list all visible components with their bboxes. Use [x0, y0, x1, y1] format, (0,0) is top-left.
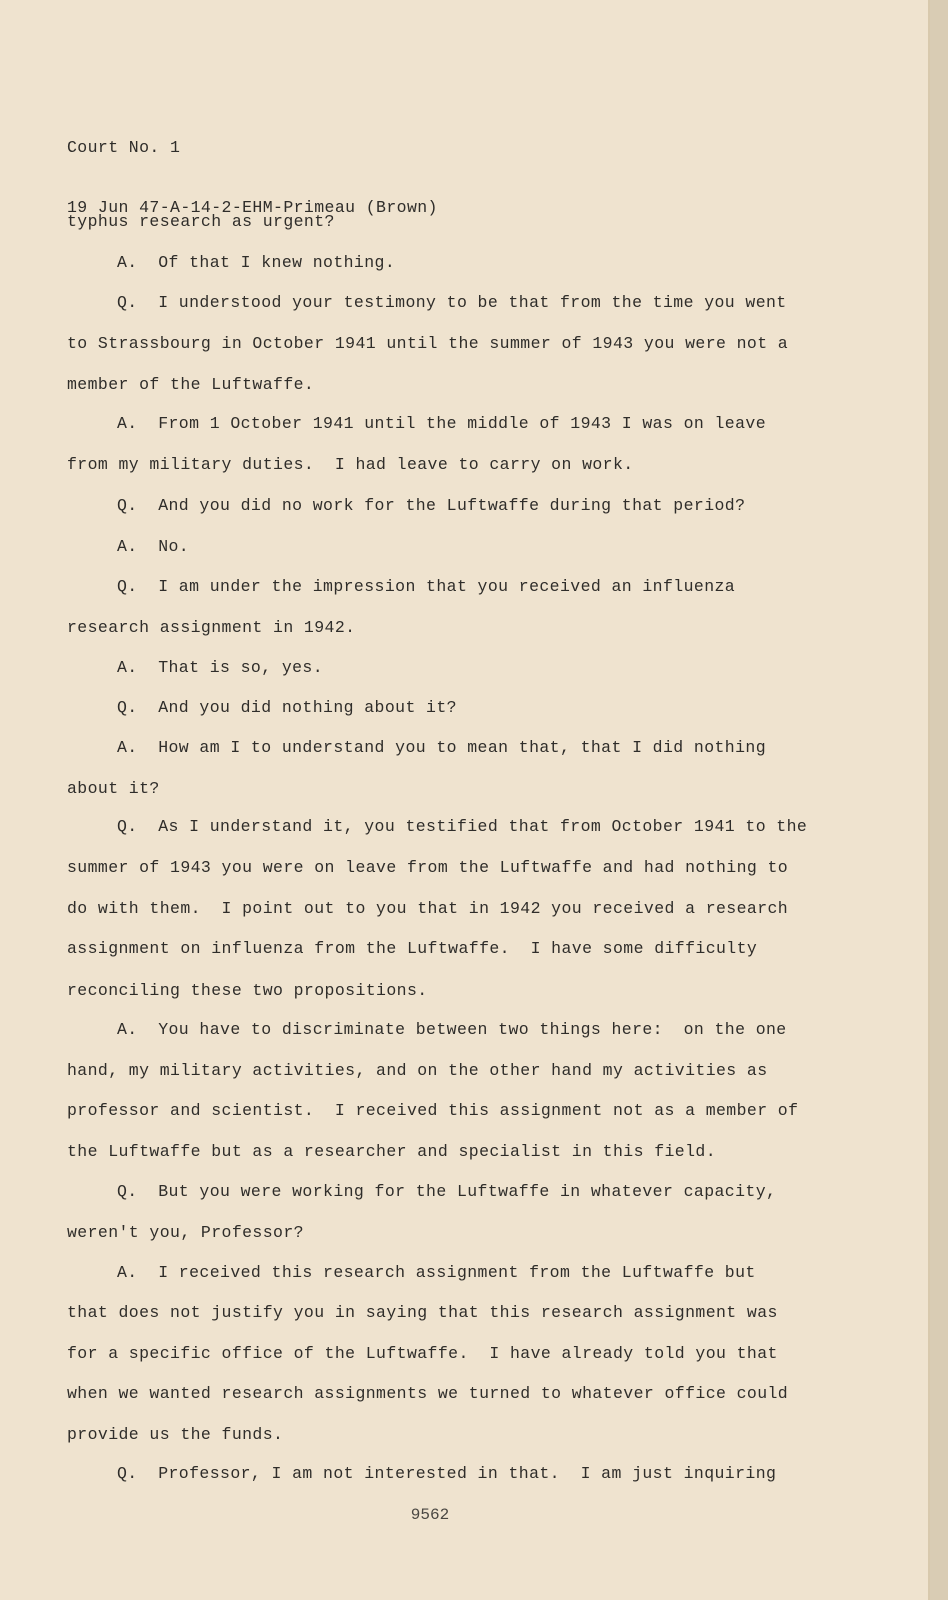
- transcript-line: research assignment in 1942.: [67, 618, 356, 637]
- transcript-line: when we wanted research assignments we turned to whatever office could: [67, 1384, 789, 1403]
- transcript-line: the Luftwaffe but as a researcher and specialist in this field.: [67, 1142, 717, 1161]
- transcript-line: provide us the funds.: [67, 1425, 284, 1444]
- transcript-line: A. No.: [117, 537, 190, 556]
- transcript-line: member of the Luftwaffe.: [67, 375, 315, 394]
- transcript-line: Q. I understood your testimony to be that from the time you went: [117, 293, 787, 312]
- transcript-line: professor and scientist. I received this assignment not as a member of: [67, 1101, 799, 1120]
- transcript-line: Q. But you were working for the Luftwaffe in whatever capacity,: [117, 1182, 777, 1201]
- transcript-line: A. I received this research assignment from the Luftwaffe but: [117, 1263, 756, 1282]
- transcript-line: Q. And you did nothing about it?: [117, 698, 457, 717]
- transcript-line: from my military duties. I had leave to carry on work.: [67, 455, 634, 474]
- transcript-line: that does not justify you in saying that this research assignment was: [67, 1303, 778, 1322]
- transcript-line: for a specific office of the Luftwaffe. I have already told you that: [67, 1344, 778, 1363]
- transcript-line: A. You have to discriminate between two things here: on the one: [117, 1020, 787, 1039]
- transcript-line: Q. I am under the impression that you received an influenza: [117, 577, 736, 596]
- page-edge: [930, 0, 948, 1600]
- header-block: [67, 98, 438, 258]
- transcript-line: Q. Professor, I am not interested in that. I am just inquiring: [117, 1464, 777, 1483]
- transcript-line: A. Of that I knew nothing.: [117, 253, 396, 272]
- transcript-line: do with them. I point out to you that in 1942 you received a research: [67, 899, 789, 918]
- transcript-line: hand, my military activities, and on the other hand my activities as: [67, 1061, 768, 1080]
- page-number: 9562: [410, 1506, 450, 1524]
- transcript-line: A. That is so, yes.: [117, 658, 324, 677]
- document-reference: 19 Jun 47-A-14-2-EHM-Primeau (Brown): [67, 198, 438, 217]
- transcript-line: Q. As I understand it, you testified that from October 1941 to the: [117, 817, 808, 836]
- transcript-line: about it?: [67, 779, 160, 798]
- transcript-line: A. How am I to understand you to mean that, that I did nothing: [117, 738, 767, 757]
- transcript-line: reconciling these two propositions.: [67, 981, 428, 1000]
- court-number: Court No. 1: [67, 138, 181, 157]
- transcript-line: to Strassbourg in October 1941 until the summer of 1943 you were not a: [67, 334, 789, 353]
- transcript-line: summer of 1943 you were on leave from the Luftwaffe and had nothing to: [67, 858, 789, 877]
- transcript-line: A. From 1 October 1941 until the middle of 1943 I was on leave: [117, 414, 767, 433]
- transcript-line: assignment on influenza from the Luftwaffe. I have some difficulty: [67, 939, 758, 958]
- transcript-line: weren't you, Professor?: [67, 1223, 304, 1242]
- transcript-line: Q. And you did no work for the Luftwaffe during that period?: [117, 496, 746, 515]
- transcript-line: typhus research as urgent?: [67, 212, 335, 231]
